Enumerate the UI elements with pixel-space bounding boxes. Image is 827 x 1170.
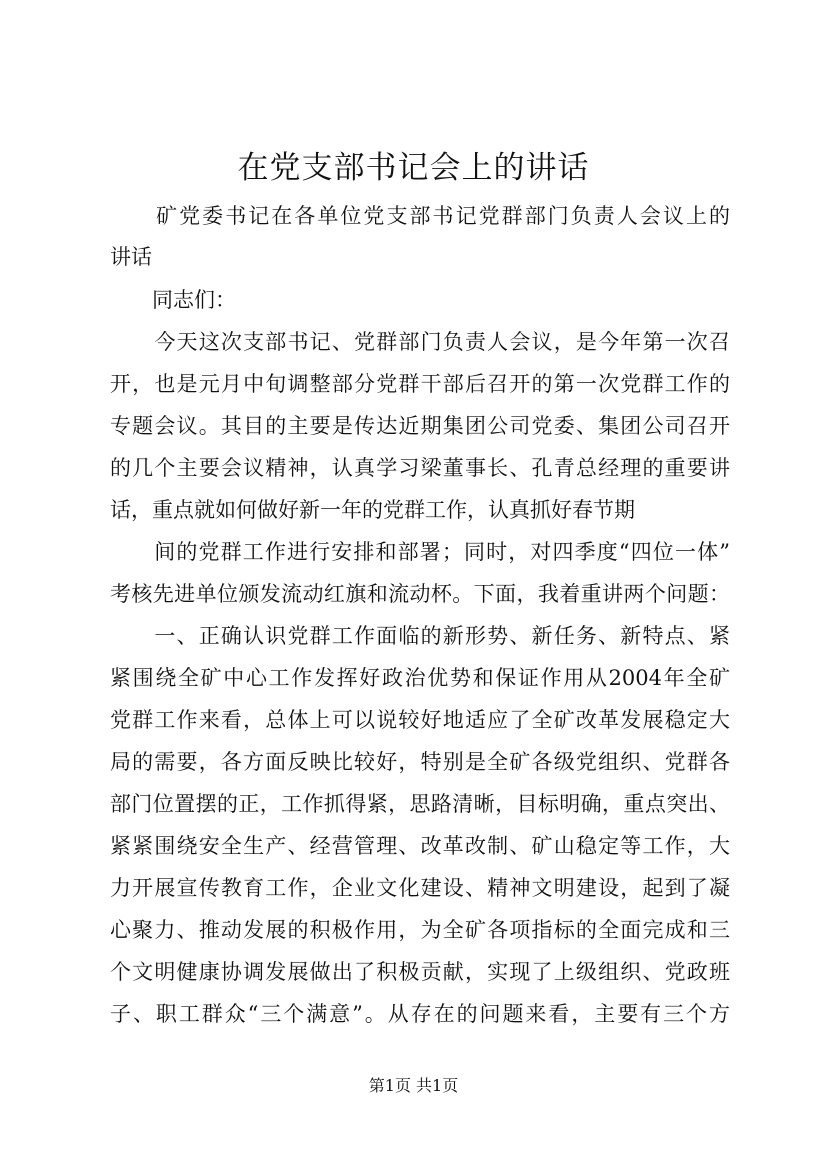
- text-line: 间的党群工作进行安排和部署；同时，对四季度“四位一体”: [110, 540, 730, 564]
- text-line: 话，重点就如何做好新一年的党群工作，认真抓好春节期: [110, 498, 635, 522]
- text-line: 子、职工群众“三个满意”。从存在的问题来看，主要有三个方: [110, 1002, 730, 1026]
- text-line: 讲话: [110, 245, 152, 269]
- text-line: 部门位置摆的正，工作抓得紧，思路清晰，目标明确，重点突出、: [110, 792, 730, 816]
- text-line: 力开展宣传教育工作，企业文化建设、精神文明建设，起到了凝: [110, 876, 730, 900]
- text-line: 紧紧围绕安全生产、经营管理、改革改制、矿山稳定等工作，大: [110, 834, 730, 858]
- text-line: 考核先进单位颁发流动红旗和流动杯。下面，我着重讲两个问题：: [110, 582, 730, 606]
- text-line: 紧围绕全矿中心工作发挥好政治优势和保证作用从2004年全矿: [110, 666, 730, 690]
- text-line: 心聚力、推动发展的积极作用，为全矿各项指标的全面完成和三: [110, 918, 730, 942]
- text-line: 矿党委书记在各单位党支部书记党群部门负责人会议上的: [110, 204, 730, 228]
- document-title: 在党支部书记会上的讲话: [237, 150, 590, 186]
- text-line: 同志们：: [110, 288, 236, 312]
- text-line: 开，也是元月中旬调整部分党群干部后召开的第一次党群工作的: [110, 372, 730, 396]
- page-footer: 第1页 共1页: [368, 1076, 459, 1095]
- text-line: 党群工作来看，总体上可以说较好地适应了全矿改革发展稳定大: [110, 708, 730, 732]
- text-line: 个文明健康协调发展做出了积极贡献，实现了上级组织、党政班: [110, 960, 730, 984]
- text-line: 的几个主要会议精神，认真学习梁董事长、孔青总经理的重要讲: [110, 456, 730, 480]
- text-line: 局的需要，各方面反映比较好，特别是全矿各级党组织、党群各: [110, 750, 730, 774]
- text-line: 一、正确认识党群工作面临的新形势、新任务、新特点、紧: [110, 624, 730, 648]
- text-line: 专题会议。其目的主要是传达近期集团公司党委、集团公司召开: [110, 414, 730, 438]
- text-line: 今天这次支部书记、党群部门负责人会议，是今年第一次召: [110, 330, 730, 354]
